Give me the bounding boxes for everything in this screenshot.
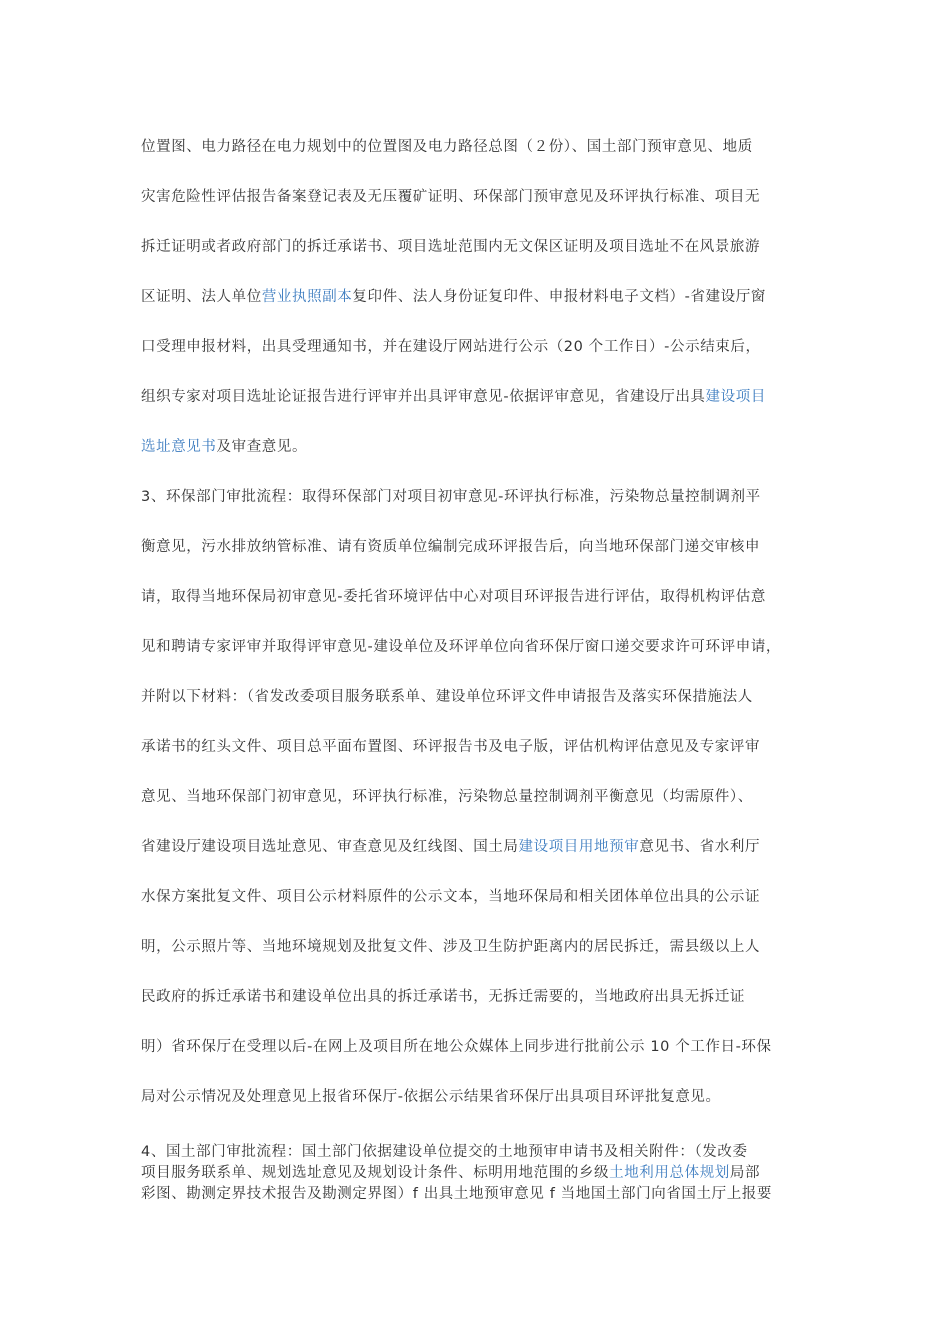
text: 局部 — [729, 1165, 761, 1181]
section-number: 3、 — [141, 489, 166, 505]
text-line: 明）省环保厅在受理以后-在网上及项目所在地公众媒体上同步进行批前公示 10 个工作日-环保 — [141, 1039, 772, 1055]
section-heading: 国土部门审批流程： — [165, 1144, 302, 1160]
link-land-use-master-plan[interactable]: 土地利用总体规划 — [609, 1165, 730, 1181]
text-line: 拆迁证明或者政府部门的拆迁承诺书、项目选址范围内无文保区证明及项目选址不在风景旅游 — [141, 239, 761, 255]
text: 意见书、省水利厅 — [639, 839, 761, 855]
text: 区证明、法人单位 — [141, 289, 262, 305]
link-construction-project[interactable]: 建设项目 — [705, 389, 766, 405]
text-line — [141, 437, 307, 457]
text: 取得环保部门对项目初审意见-环评执行标准，污染物总量控制调剂平 — [301, 489, 761, 505]
text: 复印件、法人身份证复印件、申报材料电子文档）-省建设厅窗 — [352, 289, 766, 305]
section-heading: 环保部门审批流程： — [165, 489, 302, 505]
section-4-first-line — [141, 1142, 748, 1162]
link-business-license[interactable]: 营业执照副本 — [261, 289, 353, 305]
text-line: 承诺书的红头文件、项目总平面布置图、环评报告书及电子版，评估机构评估意见及专家评审 — [141, 739, 761, 755]
text-line: 衡意见，污水排放纳管标准、请有资质单位编制完成环评报告后，向当地环保部门递交审核申 — [141, 539, 761, 555]
text: 国土部门依据建设单位提交的土地预审申请书及相关附件：（发改委 — [301, 1144, 748, 1160]
text-line: 彩图、勘测定界技术报告及勘测定界图）f 出具土地预审意见 f 当地国土部门向省国土厅上报要 — [141, 1186, 773, 1202]
text: 组织专家对项目选址论证报告进行评审并出具评审意见-依据评审意见，省建设厅出具 — [141, 389, 706, 405]
text-line — [141, 837, 760, 857]
text-line — [141, 1163, 760, 1183]
text-line — [141, 387, 766, 407]
text: 省建设厅建设项目选址意见、审查意见及红线图、国土局 — [141, 839, 519, 855]
link-site-selection-opinion[interactable]: 选址意见书 — [141, 439, 217, 455]
text-line: 水保方案批复文件、项目公示材料原件的公示文本，当地环保局和相关团体单位出具的公示证 — [141, 889, 761, 905]
text-line: 见和聘请专家评审并取得评审意见-建设单位及环评单位向省环保厅窗口递交要求许可环评申请， — [141, 639, 782, 655]
text-line: 局对公示情况及处理意见上报省环保厅-依据公示结果省环保厅出具项目环评批复意见。 — [141, 1089, 721, 1105]
text-line: 民政府的拆迁承诺书和建设单位出具的拆迁承诺书，无拆迁需要的，当地政府出具无拆迁证 — [141, 989, 745, 1005]
link-land-use-pre-review[interactable]: 建设项目用地预审 — [518, 839, 640, 855]
text-line: 口受理申报材料，出具受理通知书，并在建设厅网站进行公示（20 个工作日）-公示结束后， — [141, 339, 761, 355]
text-line: 意见、当地环保部门初审意见，环评执行标准，污染物总量控制调剂平衡意见（均需原件）、 — [141, 789, 753, 805]
section-number: 4、 — [141, 1144, 166, 1160]
text-line — [141, 287, 766, 307]
text-line: 位置图、电力路径在电力规划中的位置图及电力路径总图（２份）、国土部门预审意见、地质 — [141, 139, 753, 155]
text-line: 请，取得当地环保局初审意见-委托省环境评估中心对项目环评报告进行评估，取得机构评估意 — [141, 589, 766, 605]
section-3-first-line — [141, 487, 761, 507]
text: 及审查意见。 — [216, 439, 308, 455]
text: 项目服务联系单、规划选址意见及规划设计条件、标明用地范围的乡级 — [141, 1165, 610, 1181]
text-line: 明，公示照片等、当地环境规划及批复文件、涉及卫生防护距离内的居民拆迁，需县级以上人 — [141, 939, 761, 955]
text-line: 灾害危险性评估报告备案登记表及无压覆矿证明、环保部门预审意见及环评执行标准、项目无 — [141, 189, 761, 205]
text-line: 并附以下材料：（省发改委项目服务联系单、建设单位环评文件申请报告及落实环保措施法人 — [141, 689, 753, 705]
